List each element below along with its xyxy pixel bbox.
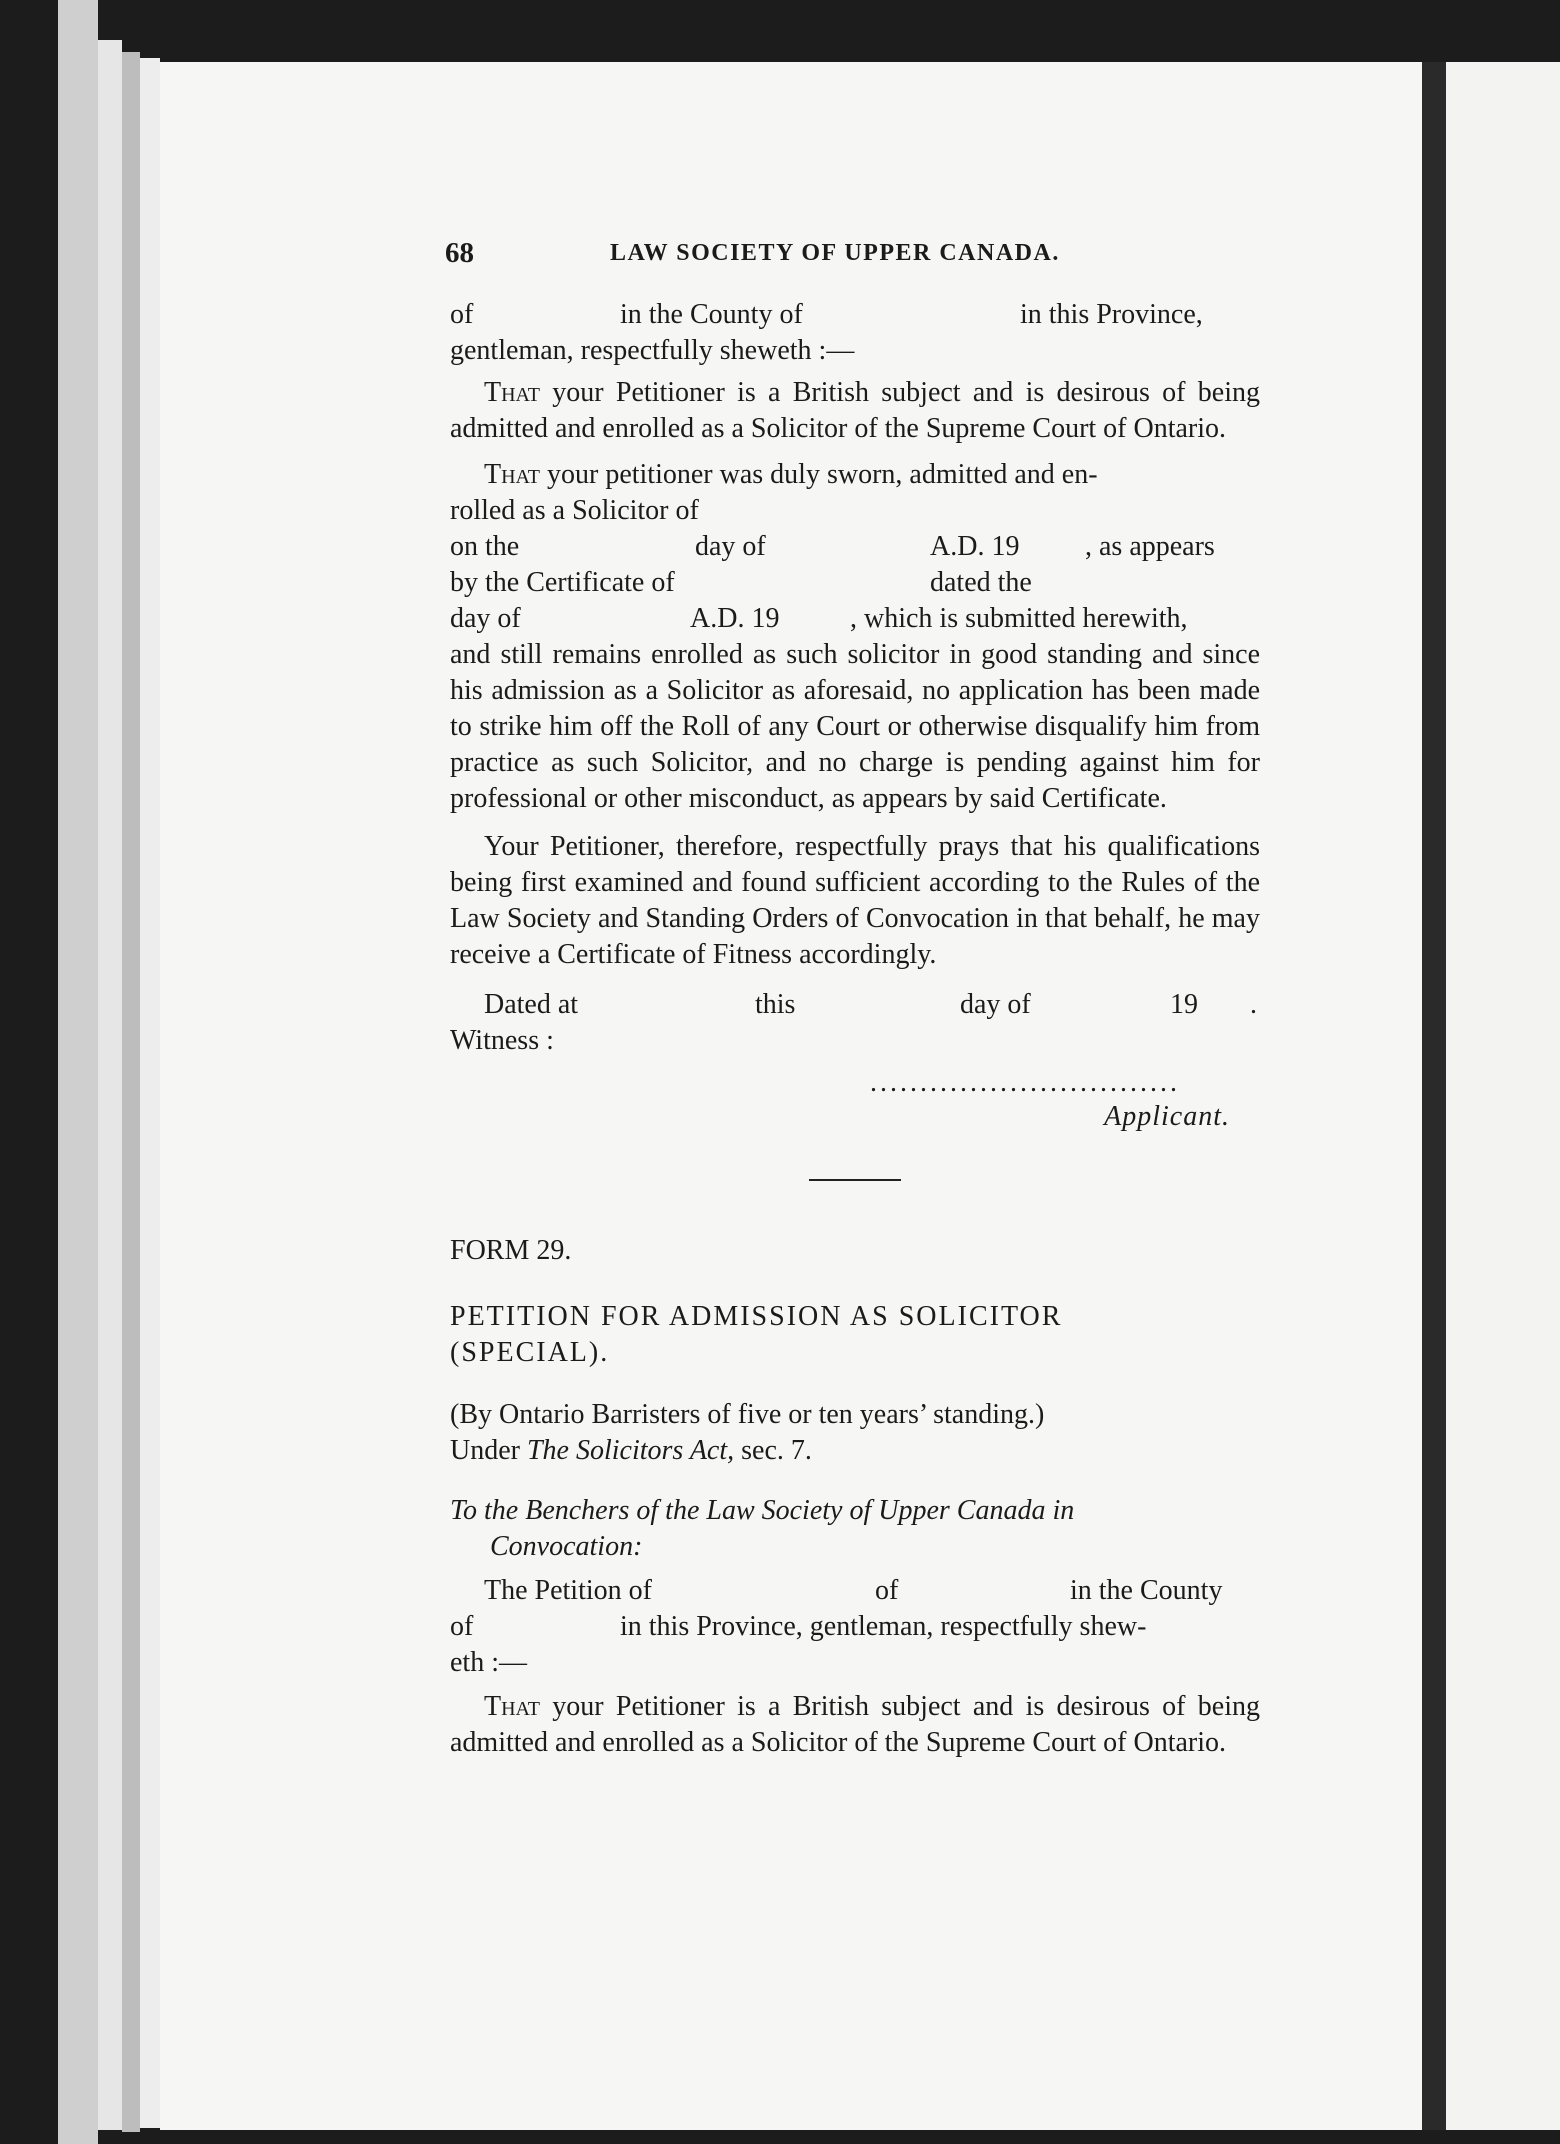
form-number: FORM 29. [450, 1235, 572, 1266]
page-edge [122, 52, 140, 2132]
applicant-label: Applicant. [1104, 1101, 1230, 1132]
book-gutter [1422, 62, 1446, 2130]
form-row: day of A.D. 19 , which is submitted herewith, [450, 603, 1188, 634]
form28-continuation [450, 297, 1260, 1761]
page-content [290, 235, 1270, 1761]
form-row: of in this Province, gentleman, respectfully shew- [450, 1611, 1147, 1642]
page-edge [58, 0, 98, 2144]
paragraph: That your petitioner was duly sworn, admitted and en- [484, 459, 1098, 490]
paragraph: and still remains enrolled as such solicitor in good standing and since his admission as a Solicitor as aforesaid, no application has been made to strike him off the Roll of any Court or otherwise disqualify him from practice as such Solicitor, and no charge is pending against him for professional or other misconduct, as appears by said Certificate. [450, 639, 1260, 814]
form-title: PETITION FOR ADMISSION AS SOLICITOR [450, 1301, 1063, 1332]
running-title: LAW SOCIETY OF UPPER CANADA. [610, 240, 1060, 266]
address-line: To the Benchers of the Law Society of Upper Canada in [450, 1495, 1075, 1526]
form-row: The Petition of of in the County [484, 1575, 1223, 1606]
paragraph: Your Petitioner, therefore, respectfully prays that his qualifications being first examined and found sufficient according to the Rules of the Law Society and Standing Orders of Convocation in that behalf, he may receive a Certificate of Fitness accordingly. [450, 831, 1260, 970]
page-number: 68 [445, 237, 474, 269]
paragraph: That your Petitioner is a British subject and is desirous of being admitted and enrolled as a Solicitor of the Supreme Court of Ontario. [450, 377, 1260, 444]
form-line: rolled as a Solicitor of [450, 495, 699, 526]
form-line: gentleman, respectfully sheweth :— [450, 335, 855, 366]
form-row: on the day of A.D. 19 , as appears [450, 531, 1215, 562]
form-subtitle: Under The Solicitors Act, sec. 7. [450, 1435, 812, 1466]
signature-line: ............................... [870, 1067, 1180, 1098]
witness-label: Witness : [450, 1025, 554, 1056]
page-header [290, 235, 1270, 279]
page-edge [140, 58, 160, 2128]
page-edge [98, 40, 122, 2130]
address-line: Convocation: [490, 1531, 643, 1562]
dated-row: Dated at this day of 19 . [484, 989, 1257, 1020]
facing-page-edge [1446, 62, 1560, 2130]
paragraph: That your Petitioner is a British subject and is desirous of being admitted and enrolled as a Solicitor of the Supreme Court of Ontario. [450, 1691, 1260, 1758]
form-row: by the Certificate of dated the [450, 567, 1032, 598]
form-line: eth :— [450, 1647, 527, 1678]
form-subtitle: (By Ontario Barristers of five or ten years’ standing.) [450, 1399, 1045, 1430]
form-title: (SPECIAL). [450, 1337, 610, 1368]
form-row: of in the County of in this Province, [450, 299, 1203, 330]
